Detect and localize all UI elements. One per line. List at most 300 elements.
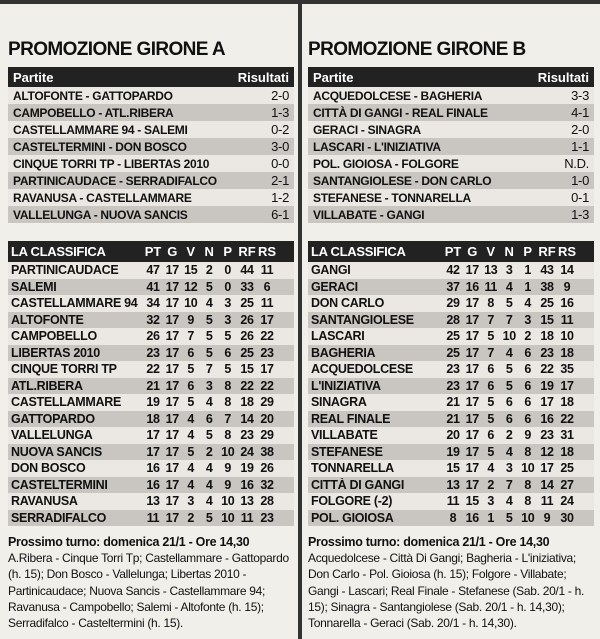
standings-played: 16	[465, 510, 479, 525]
standings-goals-for: 26	[240, 329, 254, 344]
standings-points: 11	[146, 510, 160, 525]
standings-team: RAVANUSA	[11, 494, 78, 509]
match-teams: LASCARI - L'INIZIATIVA	[313, 139, 441, 154]
standings-lost: 5	[224, 362, 232, 377]
standings-played: 15	[465, 494, 479, 509]
standings-team: PARTINICAUDACE	[11, 263, 119, 278]
standings-goals-for: 23	[540, 345, 554, 360]
standings-points: 11	[446, 494, 460, 509]
standings-team: CASTELLAMMARE 94	[11, 296, 138, 311]
standings-drawn: 5	[505, 362, 513, 377]
group-b-matches-list	[308, 87, 594, 223]
standings-row	[308, 279, 594, 296]
standings-played: 17	[465, 461, 479, 476]
match-result: 3-0	[271, 139, 289, 154]
match-teams: VALLELUNGA - NUOVA SANCIS	[13, 207, 188, 222]
standings-drawn: 5	[505, 378, 513, 393]
standings-drawn: 5	[505, 510, 513, 525]
standings-team: CASTELTERMINI	[11, 477, 108, 492]
standings-drawn: 5	[505, 296, 513, 311]
standings-played: 17	[165, 411, 179, 426]
match-result: 0-1	[571, 190, 589, 205]
match-row	[8, 172, 294, 189]
standings-team: CINQUE TORRI TP	[11, 362, 117, 377]
standings-goals-for: 26	[240, 312, 254, 327]
standings-row	[8, 279, 294, 296]
standings-team: GANGI	[311, 263, 351, 278]
standings-won: 5	[487, 329, 495, 344]
standings-row	[8, 444, 294, 461]
standings-goals-against: 38	[260, 444, 274, 459]
standings-played: 17	[165, 263, 179, 278]
results-header-label: Risultati	[537, 69, 589, 85]
standings-col-drawn: N	[504, 244, 514, 259]
standings-row	[308, 493, 594, 510]
standings-lost: 3	[224, 312, 232, 327]
standings-col-points: PT	[444, 244, 462, 259]
standings-lost: 0	[224, 279, 232, 294]
standings-row	[8, 493, 294, 510]
match-teams: VILLABATE - GANGI	[313, 207, 425, 222]
match-result: 0-2	[271, 122, 289, 137]
standings-drawn: 3	[205, 378, 213, 393]
next-round-fixtures: A.Ribera - Cinque Torri Tp; Castellammare - Gattopardo (h. 15); Don Bosco - Vallelunga; Libertas 2010 - Partinicaudace; Nuova Sancis - Castellammare 94; Ravanusa - Campobello; Salemi - Altofonte (h. 15); Serradifalco - Casteltermini (h. 15).	[8, 551, 289, 631]
standings-points: 47	[146, 263, 160, 278]
standings-row	[308, 477, 594, 494]
standings-played: 17	[465, 411, 479, 426]
match-result: 2-0	[571, 122, 589, 137]
standings-lost: 4	[524, 296, 532, 311]
standings-goals-for: 16	[240, 477, 254, 492]
match-row	[308, 206, 594, 223]
standings-lost: 3	[224, 296, 232, 311]
standings-lost: 8	[224, 428, 232, 443]
standings-won: 7	[187, 329, 195, 344]
standings-row	[8, 510, 294, 527]
standings-played: 17	[465, 477, 479, 492]
match-row	[308, 87, 594, 104]
group-a-column	[8, 0, 294, 631]
column-divider	[298, 4, 302, 639]
standings-lost: 7	[224, 411, 232, 426]
standings-row	[308, 510, 594, 527]
standings-lost: 6	[524, 378, 532, 393]
group-a-standings	[8, 241, 294, 526]
match-row	[308, 138, 594, 155]
standings-row	[308, 262, 594, 279]
match-result: 1-3	[571, 207, 589, 222]
standings-drawn: 4	[205, 494, 213, 509]
standings-col-team: LA CLASSIFICA	[11, 244, 106, 259]
standings-drawn: 4	[205, 477, 213, 492]
standings-lost: 8	[524, 494, 532, 509]
standings-lost: 6	[524, 411, 532, 426]
standings-won: 4	[187, 411, 195, 426]
standings-team: SERRADIFALCO	[11, 510, 107, 525]
standings-goals-against: 6	[263, 279, 271, 294]
match-result: 1-0	[571, 173, 589, 188]
standings-goals-for: 24	[240, 444, 254, 459]
standings-goals-for: 23	[240, 428, 254, 443]
standings-team: TONNARELLA	[311, 461, 394, 476]
standings-played: 17	[165, 510, 179, 525]
group-a-standings-rows	[8, 262, 294, 526]
matches-header-label: Partite	[313, 69, 354, 85]
match-result: 1-3	[271, 105, 289, 120]
standings-goals-for: 25	[240, 296, 254, 311]
match-row	[308, 155, 594, 172]
standings-goals-against: 35	[560, 362, 574, 377]
standings-goals-against: 29	[260, 395, 274, 410]
standings-row	[8, 411, 294, 428]
standings-played: 17	[165, 395, 179, 410]
standings-drawn: 5	[205, 312, 213, 327]
standings-won: 5	[187, 444, 195, 459]
standings-goals-for: 16	[540, 411, 554, 426]
standings-drawn: 2	[205, 444, 213, 459]
standings-played: 17	[465, 329, 479, 344]
standings-goals-for: 11	[540, 494, 554, 509]
match-teams: ALTOFONTE - GATTOPARDO	[13, 88, 173, 103]
standings-row	[308, 427, 594, 444]
match-teams: CITTÀ DI GANGI - REAL FINALE	[313, 105, 488, 120]
standings-played: 17	[165, 329, 179, 344]
standings-team: ALTOFONTE	[11, 312, 84, 327]
standings-lost: 8	[524, 444, 532, 459]
group-b-standings-rows	[308, 262, 594, 526]
standings-lost: 5	[224, 329, 232, 344]
standings-goals-for: 18	[240, 395, 254, 410]
standings-goals-against: 31	[560, 428, 574, 443]
standings-row	[8, 328, 294, 345]
standings-played: 17	[165, 494, 179, 509]
standings-points: 21	[446, 395, 460, 410]
standings-row	[8, 427, 294, 444]
match-row	[308, 172, 594, 189]
standings-won: 13	[484, 263, 498, 278]
standings-drawn: 4	[205, 461, 213, 476]
standings-lost: 9	[224, 461, 232, 476]
standings-points: 34	[146, 296, 160, 311]
standings-won: 11	[484, 279, 498, 294]
standings-lost: 2	[524, 329, 532, 344]
standings-team: VALLELUNGA	[11, 428, 93, 443]
standings-points: 29	[446, 296, 460, 311]
standings-row	[308, 361, 594, 378]
standings-col-team: LA CLASSIFICA	[311, 244, 406, 259]
standings-goals-for: 14	[540, 477, 554, 492]
standings-row	[8, 345, 294, 362]
standings-points: 20	[446, 428, 460, 443]
standings-goals-against: 18	[560, 345, 574, 360]
standings-lost: 10	[221, 510, 235, 525]
match-result: 6-1	[271, 207, 289, 222]
standings-played: 17	[465, 428, 479, 443]
match-row	[8, 206, 294, 223]
standings-lost: 8	[224, 378, 232, 393]
standings-team: DON CARLO	[311, 296, 384, 311]
standings-played: 17	[165, 378, 179, 393]
results-header-label: Risultati	[237, 69, 289, 85]
match-result: 1-2	[271, 190, 289, 205]
standings-team: CAMPOBELLO	[11, 329, 97, 344]
standings-col-goals-against: RS	[557, 244, 577, 259]
standings-row	[8, 460, 294, 477]
standings-won: 12	[184, 279, 198, 294]
match-teams: SANTANGIOLESE - DON CARLO	[313, 173, 492, 188]
standings-drawn: 3	[505, 461, 513, 476]
standings-drawn: 2	[505, 428, 513, 443]
match-teams: RAVANUSA - CASTELLAMMARE	[13, 190, 192, 205]
standings-won: 6	[487, 428, 495, 443]
standings-played: 17	[165, 444, 179, 459]
standings-goals-against: 11	[260, 263, 274, 278]
standings-team: NUOVA SANCIS	[11, 444, 102, 459]
standings-row	[308, 345, 594, 362]
standings-goals-for: 43	[540, 263, 554, 278]
standings-points: 23	[446, 378, 460, 393]
standings-goals-for: 33	[240, 279, 254, 294]
match-teams: CASTELLAMMARE 94 - SALEMI	[13, 122, 188, 137]
standings-goals-against: 14	[560, 263, 574, 278]
standings-won: 3	[487, 494, 495, 509]
group-a-matches-header	[8, 67, 294, 87]
standings-goals-for: 12	[540, 444, 554, 459]
standings-goals-for: 44	[240, 263, 254, 278]
standings-row	[308, 411, 594, 428]
standings-team: LASCARI	[311, 329, 365, 344]
next-round-fixtures: Acquedolcese - Città Di Gangi; Bagheria - L'iniziativa; Don Carlo - Pol. Gioiosa (h. 15); Folgore - Villabate; Gangi - Lascari; Real Finale - Stefanese (Sab. 20/1 - h. 15); Sinagra - Santangiolese (Sab. 20/1 - h. 14,30); Tonnarella - Geraci (Sab. 20/1 - h. 14,30).	[308, 551, 585, 631]
standings-points: 13	[446, 477, 460, 492]
standings-points: 41	[146, 279, 160, 294]
standings-lost: 6	[524, 395, 532, 410]
standings-goals-against: 22	[260, 329, 274, 344]
standings-goals-for: 17	[540, 395, 554, 410]
group-a-title: PROMOZIONE GIRONE A	[8, 39, 225, 60]
standings-goals-against: 23	[260, 345, 274, 360]
standings-team: GATTOPARDO	[11, 411, 95, 426]
standings-lost: 10	[221, 444, 235, 459]
standings-row	[8, 378, 294, 395]
standings-points: 25	[446, 345, 460, 360]
standings-goals-against: 23	[260, 510, 274, 525]
standings-points: 23	[146, 345, 160, 360]
match-teams: STEFANESE - TONNARELLA	[313, 190, 471, 205]
standings-won: 2	[487, 477, 495, 492]
standings-played: 17	[465, 444, 479, 459]
standings-drawn: 4	[505, 279, 513, 294]
standings-won: 5	[487, 411, 495, 426]
standings-won: 15	[184, 263, 198, 278]
match-row	[8, 87, 294, 104]
standings-won: 9	[187, 312, 195, 327]
standings-points: 25	[446, 329, 460, 344]
standings-played: 17	[465, 395, 479, 410]
standings-drawn: 5	[205, 510, 213, 525]
next-round-heading: Prossimo turno: domenica 21/1 - Ore 14,30	[8, 535, 250, 549]
standings-col-points: PT	[144, 244, 162, 259]
standings-won: 6	[487, 362, 495, 377]
standings-team: SALEMI	[11, 279, 57, 294]
group-b-standings	[308, 241, 594, 526]
standings-goals-for: 38	[540, 279, 554, 294]
standings-points: 26	[146, 329, 160, 344]
standings-row	[8, 361, 294, 378]
standings-played: 17	[165, 428, 179, 443]
standings-col-won: V	[186, 244, 196, 259]
standings-lost: 10	[221, 494, 235, 509]
standings-goals-for: 23	[540, 428, 554, 443]
standings-points: 15	[446, 461, 460, 476]
standings-drawn: 10	[502, 329, 516, 344]
standings-won: 2	[187, 510, 195, 525]
standings-played: 17	[465, 362, 479, 377]
standings-goals-against: 9	[563, 279, 571, 294]
standings-team: DON BOSCO	[11, 461, 86, 476]
standings-row	[8, 262, 294, 279]
standings-goals-for: 13	[240, 494, 254, 509]
standings-points: 21	[146, 378, 160, 393]
standings-team: STEFANESE	[311, 444, 383, 459]
standings-drawn: 7	[505, 477, 513, 492]
standings-goals-for: 18	[540, 329, 554, 344]
standings-drawn: 2	[205, 263, 213, 278]
standings-goals-against: 22	[560, 411, 574, 426]
standings-won: 6	[187, 378, 195, 393]
standings-won: 4	[187, 428, 195, 443]
match-teams: GERACI - SINAGRA	[313, 122, 421, 137]
standings-played: 16	[465, 279, 479, 294]
standings-won: 7	[487, 312, 495, 327]
group-b-next-round	[308, 534, 594, 631]
standings-played: 17	[465, 345, 479, 360]
standings-drawn: 5	[205, 329, 213, 344]
match-row	[8, 138, 294, 155]
match-row	[8, 155, 294, 172]
standings-goals-against: 16	[560, 296, 574, 311]
standings-col-goals-for: RF	[538, 244, 556, 259]
group-b-title: PROMOZIONE GIRONE B	[308, 39, 526, 60]
standings-goals-against: 17	[560, 378, 574, 393]
standings-points: 19	[446, 444, 460, 459]
standings-lost: 9	[524, 428, 532, 443]
standings-points: 16	[146, 461, 160, 476]
standings-points: 18	[146, 411, 160, 426]
standings-played: 17	[465, 312, 479, 327]
standings-row	[8, 312, 294, 329]
standings-points: 28	[446, 312, 460, 327]
match-row	[8, 189, 294, 206]
standings-team: L'INIZIATIVA	[311, 378, 381, 393]
standings-row	[308, 295, 594, 312]
standings-team: VILLABATE	[311, 428, 378, 443]
match-result: 3-3	[571, 88, 589, 103]
standings-lost: 6	[524, 362, 532, 377]
standings-drawn: 7	[205, 362, 213, 377]
match-row	[308, 104, 594, 121]
standings-points: 21	[446, 411, 460, 426]
standings-goals-against: 18	[560, 444, 574, 459]
match-result: 0-0	[271, 156, 289, 171]
standings-drawn: 5	[205, 345, 213, 360]
standings-col-played: G	[467, 244, 478, 259]
standings-goals-for: 9	[543, 510, 551, 525]
standings-won: 8	[487, 296, 495, 311]
match-teams: ACQUEDOLCESE - BAGHERIA	[313, 88, 483, 103]
standings-team: BAGHERIA	[311, 345, 376, 360]
next-round-heading: Prossimo turno: domenica 21/1 - Ore 14,30	[308, 535, 550, 549]
standings-goals-against: 10	[560, 329, 574, 344]
standings-goals-for: 25	[540, 296, 554, 311]
standings-won: 5	[487, 395, 495, 410]
standings-lost: 1	[524, 263, 532, 278]
standings-lost: 6	[524, 345, 532, 360]
standings-goals-for: 22	[240, 378, 254, 393]
standings-drawn: 4	[505, 494, 513, 509]
standings-points: 8	[449, 510, 457, 525]
standings-goals-against: 28	[260, 494, 274, 509]
standings-goals-for: 15	[540, 312, 554, 327]
standings-lost: 3	[524, 312, 532, 327]
standings-goals-against: 30	[560, 510, 574, 525]
standings-goals-against: 27	[560, 477, 574, 492]
standings-team: CITTÀ DI GANGI	[311, 477, 405, 492]
standings-goals-for: 15	[240, 362, 254, 377]
standings-goals-against: 22	[260, 378, 274, 393]
standings-team: REAL FINALE	[311, 411, 391, 426]
standings-drawn: 5	[205, 279, 213, 294]
matches-header-label: Partite	[13, 69, 54, 85]
standings-played: 17	[165, 362, 179, 377]
standings-team: SINAGRA	[311, 395, 367, 410]
group-a-matches-list	[8, 87, 294, 223]
standings-goals-for: 14	[240, 411, 254, 426]
standings-row	[308, 444, 594, 461]
standings-row	[308, 394, 594, 411]
match-row	[8, 104, 294, 121]
standings-col-lost: P	[223, 244, 233, 259]
standings-lost: 9	[224, 477, 232, 492]
standings-goals-against: 25	[560, 461, 574, 476]
standings-drawn: 7	[505, 312, 513, 327]
standings-goals-against: 26	[260, 461, 274, 476]
standings-played: 17	[165, 312, 179, 327]
standings-won: 5	[187, 362, 195, 377]
standings-row	[8, 295, 294, 312]
standings-points: 17	[146, 444, 160, 459]
standings-won: 10	[184, 296, 198, 311]
standings-played: 17	[465, 296, 479, 311]
standings-points: 37	[446, 279, 460, 294]
standings-points: 19	[146, 395, 160, 410]
group-b-column	[308, 0, 594, 631]
standings-won: 4	[187, 461, 195, 476]
standings-col-played: G	[167, 244, 178, 259]
standings-goals-for: 17	[540, 461, 554, 476]
standings-drawn: 5	[205, 428, 213, 443]
standings-goals-for: 19	[540, 378, 554, 393]
standings-goals-for: 25	[240, 345, 254, 360]
match-result: 2-1	[271, 173, 289, 188]
match-teams: POL. GIOIOSA - FOLGORE	[313, 156, 459, 171]
standings-won: 7	[487, 345, 495, 360]
standings-drawn: 6	[205, 411, 213, 426]
standings-won: 4	[487, 461, 495, 476]
standings-goals-against: 11	[560, 312, 574, 327]
standings-row	[8, 477, 294, 494]
match-result: 4-1	[571, 105, 589, 120]
standings-played: 17	[165, 461, 179, 476]
